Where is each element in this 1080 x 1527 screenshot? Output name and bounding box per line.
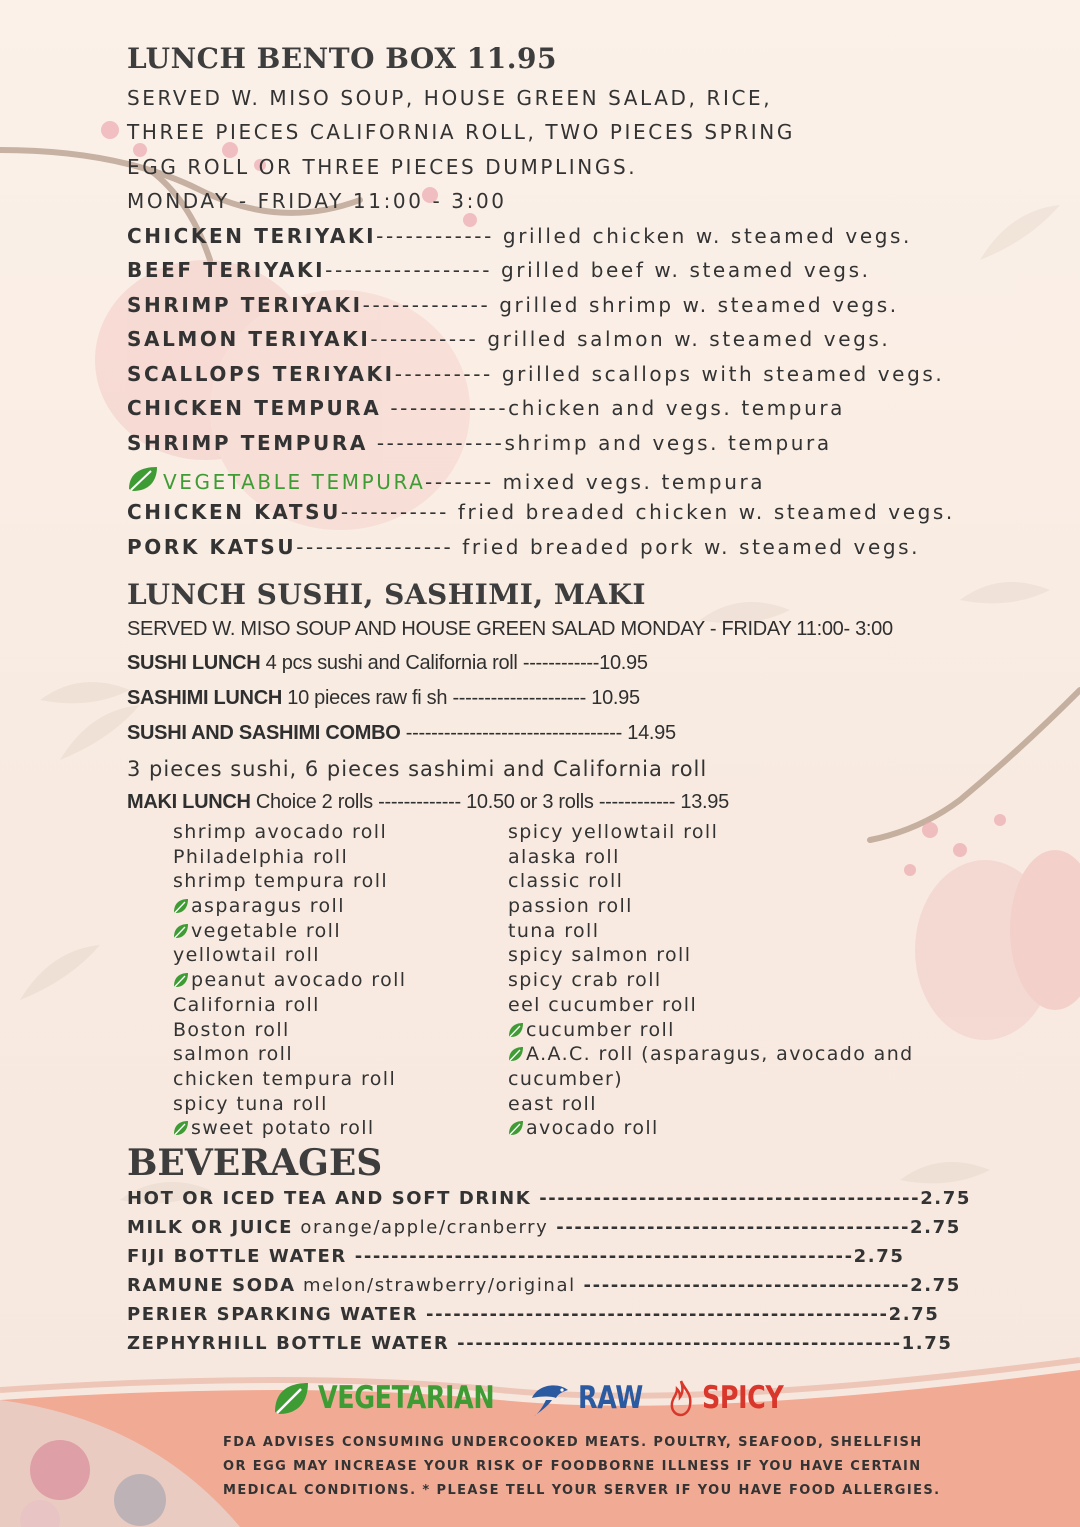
bento-desc-line: SERVED W. MISO SOUP, HOUSE GREEN SALAD, RICE, xyxy=(127,86,773,110)
roll-name: California roll xyxy=(173,993,320,1016)
roll-item xyxy=(508,943,914,968)
roll-item xyxy=(173,894,406,919)
maki-lunch-name: MAKI LUNCH xyxy=(127,791,251,813)
roll-name: A.A.C. roll (asparagus, avocado and xyxy=(526,1043,914,1066)
roll-item xyxy=(508,1042,914,1067)
roll-item xyxy=(173,1018,406,1043)
roll-item xyxy=(508,845,914,870)
roll-name: spicy yellowtail roll xyxy=(508,821,719,843)
flame-icon xyxy=(668,1379,694,1417)
roll-item xyxy=(508,993,914,1018)
bento-item-name: SHRIMP TERIYAKI xyxy=(127,293,363,317)
bento-item xyxy=(127,431,832,455)
leaf-icon xyxy=(508,1022,524,1038)
roll-name: peanut avocado roll xyxy=(191,969,407,992)
bento-item xyxy=(127,327,890,351)
bento-item-dashes: ------------- xyxy=(362,293,491,317)
roll-item xyxy=(173,869,406,894)
bento-item-dashes: ------------- xyxy=(367,431,505,455)
sushi-lunch-name: SUSHI LUNCH xyxy=(127,652,261,674)
combo-row xyxy=(127,722,676,745)
roll-name: classic roll xyxy=(508,870,624,893)
beverage-row xyxy=(127,1275,961,1296)
roll-item xyxy=(173,1116,406,1141)
fda-disclaimer-line: MEDICAL CONDITIONS. * PLEASE TELL YOUR SERVER IF YOU HAVE FOOD ALLERGIES. xyxy=(223,1483,941,1498)
beverage-name: ZEPHYRHILL BOTTLE WATER xyxy=(127,1333,450,1354)
roll-item xyxy=(173,943,406,968)
roll-item xyxy=(508,968,914,993)
maki-lunch-row xyxy=(127,791,729,814)
bento-desc-line: EGG ROLL OR THREE PIECES DUMPLINGS. xyxy=(127,155,638,179)
legend-vegetarian: VEGETARIAN xyxy=(318,1380,495,1416)
bento-item-name: SCALLOPS TERIYAKI xyxy=(127,362,395,386)
beverage-row xyxy=(127,1333,952,1354)
beverage-price: 2.75 xyxy=(910,1275,961,1296)
bento-item-desc: grilled salmon w. steamed vegs. xyxy=(478,327,891,351)
roll-name: avocado roll xyxy=(526,1117,659,1140)
bento-title: LUNCH BENTO BOX 11.95 xyxy=(127,42,557,75)
rolls-left-column xyxy=(173,820,406,1141)
roll-name: Boston roll xyxy=(173,1018,290,1041)
sushi-lunch-detail: 4 pcs sushi and California roll ------------10.95 xyxy=(260,652,648,674)
bento-item-dashes: ------------ xyxy=(376,224,494,248)
beverage-price: 2.75 xyxy=(920,1188,971,1209)
roll-item xyxy=(173,1042,406,1067)
beverage-name: PERIER SPARKING WATER xyxy=(127,1304,419,1325)
fish-icon xyxy=(528,1378,572,1418)
beverage-name: RAMUNE SODA xyxy=(127,1275,296,1296)
bento-item xyxy=(127,500,955,524)
bento-hours: MONDAY - FRIDAY 11:00 - 3:00 xyxy=(127,189,507,213)
roll-name: yellowtail roll xyxy=(173,944,320,967)
combo-description: 3 pieces sushi, 6 pieces sashimi and California roll xyxy=(127,757,708,781)
roll-item xyxy=(173,919,406,944)
sushi-title: LUNCH SUSHI, SASHIMI, MAKI xyxy=(127,578,647,611)
beverage-name: MILK OR JUICE xyxy=(127,1217,294,1238)
beverages-title: BEVERAGES xyxy=(127,1142,383,1184)
roll-name: asparagus roll xyxy=(191,895,345,918)
bento-item xyxy=(127,224,912,248)
roll-name: alaska roll xyxy=(508,845,620,868)
roll-item xyxy=(508,1116,914,1141)
beverage-price: 2.75 xyxy=(910,1217,961,1238)
beverage-dashes: --------------------------------------- xyxy=(548,1217,911,1238)
sashimi-lunch-detail: 10 pieces raw fi sh --------------------- 10.95 xyxy=(282,687,640,709)
roll-name: spicy salmon roll xyxy=(508,944,692,967)
bento-item-desc: grilled chicken w. steamed vegs. xyxy=(493,224,912,248)
roll-name: spicy crab roll xyxy=(508,969,662,992)
roll-name: shrimp avocado roll xyxy=(173,821,388,843)
bento-item-desc: chicken and vegs. tempura xyxy=(508,396,846,420)
legend-spicy: SPICY xyxy=(702,1380,784,1416)
bento-item-desc: grilled scallops with steamed vegs. xyxy=(492,362,945,386)
legend xyxy=(272,1376,801,1420)
roll-item xyxy=(508,869,914,894)
roll-name: sweet potato roll xyxy=(191,1117,375,1140)
roll-name: tuna roll xyxy=(508,919,600,942)
bento-item-desc: shrimp and vegs. tempura xyxy=(504,431,832,455)
legend-raw: RAW xyxy=(578,1380,643,1416)
beverage-price: 1.75 xyxy=(901,1333,953,1354)
sushi-lunch-row xyxy=(127,652,648,675)
roll-item xyxy=(508,1018,914,1043)
beverage-dashes: --------------------------------------------------- xyxy=(418,1304,889,1325)
bento-item-dashes: ----------------- xyxy=(325,258,493,282)
bento-item-name: VEGETABLE TEMPURA xyxy=(163,470,425,494)
bento-item xyxy=(127,535,920,559)
bento-item-name: BEEF TERIYAKI xyxy=(127,258,326,282)
beverage-row xyxy=(127,1188,971,1209)
bento-item-desc: grilled shrimp w. steamed vegs. xyxy=(490,293,899,317)
bento-item-dashes: ------- xyxy=(425,470,494,494)
bento-item-name: SHRIMP TEMPURA xyxy=(127,431,368,455)
beverage-price: 2.75 xyxy=(888,1304,940,1325)
beverage-detail: melon/strawberry/original xyxy=(295,1275,576,1296)
roll-name: east roll xyxy=(508,1092,597,1115)
bento-item-dashes: ---------------- xyxy=(296,535,454,559)
beverage-row xyxy=(127,1246,904,1267)
roll-name: vegetable roll xyxy=(191,919,342,942)
beverage-detail: orange/apple/cranberry xyxy=(293,1217,549,1238)
leaf-icon xyxy=(508,1120,524,1136)
bento-item xyxy=(127,362,944,386)
bento-item-desc: fried breaded chicken w. steamed vegs. xyxy=(448,500,955,524)
leaf-icon xyxy=(173,972,189,988)
roll-name: salmon roll xyxy=(173,1043,294,1066)
roll-item xyxy=(173,845,406,870)
bento-item xyxy=(127,293,899,317)
beverage-name: FIJI BOTTLE WATER xyxy=(127,1246,347,1267)
bento-item-vegetarian xyxy=(127,465,765,494)
roll-item xyxy=(508,1092,914,1117)
leaf-icon xyxy=(508,1046,524,1062)
leaf-icon xyxy=(173,923,189,939)
roll-item xyxy=(173,968,406,993)
roll-name: Philadelphia roll xyxy=(173,845,349,868)
fda-disclaimer-line: OR EGG MAY INCREASE YOUR RISK OF FOODBORNE ILLNESS IF YOU HAVE CERTAIN xyxy=(223,1459,922,1474)
bento-item-name: CHICKEN TEMPURA xyxy=(127,396,382,420)
bento-item-name: SALMON TERIYAKI xyxy=(127,327,371,351)
bento-item-desc: fried breaded pork w. steamed vegs. xyxy=(453,535,921,559)
maki-lunch-detail: Choice 2 rolls ------------- 10.50 or 3 rolls ------------ 13.95 xyxy=(250,791,729,813)
combo-detail: ---------------------------------- 14.95 xyxy=(400,722,676,744)
leaf-icon xyxy=(173,898,189,914)
roll-name: passion roll xyxy=(508,895,633,918)
roll-name: cucumber roll xyxy=(526,1018,675,1041)
leaf-icon xyxy=(173,1120,189,1136)
roll-item xyxy=(508,919,914,944)
bento-desc-line: THREE PIECES CALIFORNIA ROLL, TWO PIECES SPRING xyxy=(127,120,795,144)
roll-item xyxy=(508,1067,914,1092)
bento-item-name: PORK KATSU xyxy=(127,535,297,559)
rolls-right-column xyxy=(508,820,914,1141)
bento-item-name: CHICKEN KATSU xyxy=(127,500,341,524)
bento-item-dashes: ------------ xyxy=(381,396,509,420)
beverage-row xyxy=(127,1217,961,1238)
combo-name: SUSHI AND SASHIMI COMBO xyxy=(127,722,401,744)
beverage-dashes: ------------------------------------------------------- xyxy=(346,1246,854,1267)
sushi-served-line: SERVED W. MISO SOUP AND HOUSE GREEN SALAD MONDAY - FRIDAY 11:00- 3:00 xyxy=(127,618,893,640)
bento-item-desc: mixed vegs. tempura xyxy=(493,470,766,494)
beverage-dashes: ------------------------------------ xyxy=(575,1275,911,1296)
roll-name: chicken tempura roll xyxy=(173,1067,397,1090)
leaf-icon xyxy=(127,465,159,493)
roll-name: shrimp tempura roll xyxy=(173,870,389,893)
bento-item-dashes: ----------- xyxy=(340,500,449,524)
roll-name: eel cucumber roll xyxy=(508,993,698,1016)
roll-item xyxy=(173,1067,406,1092)
bento-item-name: CHICKEN TERIYAKI xyxy=(127,224,377,248)
sashimi-lunch-name: SASHIMI LUNCH xyxy=(127,687,282,709)
roll-item xyxy=(508,894,914,919)
roll-item xyxy=(173,993,406,1018)
roll-name: cucumber) xyxy=(508,1067,624,1090)
bento-item xyxy=(127,258,871,282)
beverage-dashes: ------------------------------------------ xyxy=(531,1188,921,1209)
roll-name: spicy tuna roll xyxy=(173,1092,328,1115)
sashimi-lunch-row xyxy=(127,687,640,710)
roll-item xyxy=(173,820,406,845)
bento-item xyxy=(127,396,845,420)
beverage-name: HOT OR ICED TEA AND SOFT DRINK xyxy=(127,1188,532,1209)
roll-item xyxy=(173,1092,406,1117)
bento-item-dashes: ----------- xyxy=(370,327,479,351)
fda-disclaimer-line: FDA ADVISES CONSUMING UNDERCOOKED MEATS. POULTRY, SEAFOOD, SHELLFISH xyxy=(223,1435,923,1450)
beverage-price: 2.75 xyxy=(853,1246,905,1267)
leaf-icon xyxy=(272,1380,310,1416)
bento-item-dashes: ---------- xyxy=(394,362,493,386)
beverage-dashes: ------------------------------------------------- xyxy=(449,1333,902,1354)
beverage-row xyxy=(127,1304,939,1325)
roll-item xyxy=(508,820,914,845)
bento-item-desc: grilled beef w. steamed vegs. xyxy=(492,258,871,282)
